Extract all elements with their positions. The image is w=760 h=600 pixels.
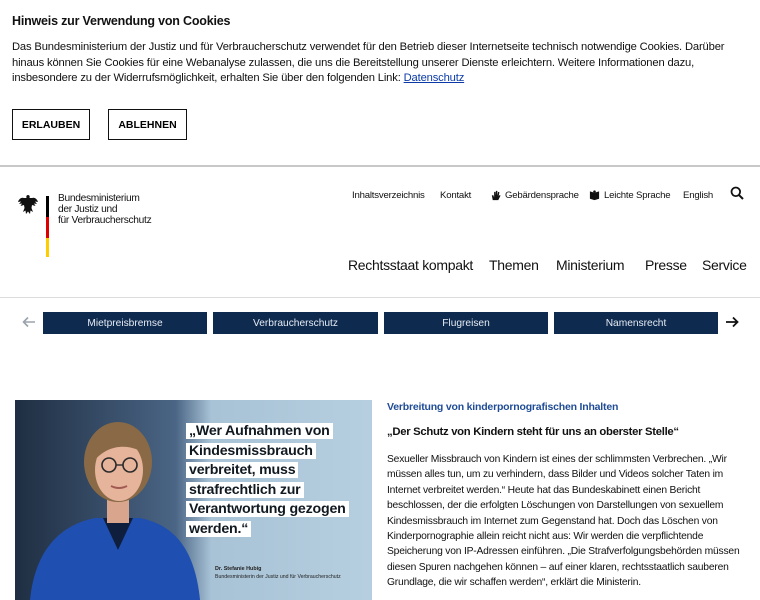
contact-link[interactable] [440, 190, 471, 201]
sign-language-label: Gebärdensprache [505, 190, 579, 201]
federal-eagle-icon[interactable] [16, 193, 40, 217]
nav-presse[interactable]: Presse [645, 257, 687, 273]
article-teaser: Sexueller Missbrauch von Kindern ist eines der schlimmsten Verbrechen. „Wir müssen alles tun, um zu verhindern, dass Bilder und Videos solcher Taten im Internet verbreitet werden.“ Heute hat das Bundeskabinett einen Bericht beschlossen, der die erfolgten Löschungen von Darstellungen von sexuellem Kindesmissbrauch im Internet zum Gegenstand hat. Doch das Löschen von Kinderpornographie allein reicht nicht aus: Wir werden die verpflichtende Speicherung von IP-Adressen einführen. „Die Strafverfolgungsbehörden müssen diesen Spuren nachgehen können – auf einer klaren, rechtsstaatlich sauberen Grundlage, die wir schaffen werden“, erklärt die Ministerin. [387, 454, 740, 589]
book-icon [589, 190, 600, 201]
ministry-logo-text[interactable] [58, 193, 151, 226]
search-icon[interactable] [730, 186, 744, 205]
nav-rechtsstaat-kompakt[interactable]: Rechtsstaat kompakt [348, 257, 474, 273]
feature-image[interactable] [15, 400, 372, 600]
topic-mietpreisbremse[interactable]: Mietpreisbremse [43, 312, 207, 334]
hand-icon [490, 190, 501, 201]
easy-language-label: Leichte Sprache [604, 190, 671, 201]
logo-line-2: der Justiz und [58, 204, 118, 215]
cookie-title: Hinweis zur Verwendung von Cookies [12, 14, 231, 28]
contact-link-label: Kontakt [440, 190, 472, 201]
nav-ministerium[interactable]: Ministerium [556, 257, 625, 273]
accept-cookies-button[interactable]: ERLAUBEN [12, 109, 90, 140]
decline-cookies-button[interactable]: ABLEHNEN [108, 109, 187, 140]
article-headline[interactable]: „Der Schutz von Kindern steht für uns an oberster Stelle“ [387, 426, 679, 438]
nav-service[interactable]: Service [702, 257, 747, 273]
cookie-text [12, 40, 748, 87]
german-flag-stripe [46, 196, 49, 257]
carousel-prev-icon[interactable] [22, 312, 36, 335]
index-link-label: Inhaltsverzeichnis [352, 190, 425, 201]
header-divider [0, 297, 760, 298]
privacy-link[interactable]: Datenschutz [403, 72, 465, 84]
index-link[interactable] [352, 190, 425, 201]
logo-line-1: Bundesministerium [58, 193, 140, 204]
logo-line-3: für Verbraucherschutz [58, 215, 152, 226]
cookie-divider [0, 165, 760, 167]
feature-quote-text: „Wer Aufnahmen von Kindesmissbrauch verbreitet, muss strafrechtlich zur Verantwortung gezogen werden.“ [186, 423, 349, 537]
cookie-banner [0, 0, 760, 165]
english-link-label: English [683, 190, 714, 201]
feature-quote [186, 422, 362, 539]
nav-themen[interactable]: Themen [489, 257, 539, 273]
article-kicker[interactable]: Verbreitung von kinderpornografischen Inhalten [387, 401, 619, 413]
carousel-next-icon[interactable] [725, 312, 739, 335]
topic-namensrecht[interactable]: Namensrecht [554, 312, 718, 334]
topic-verbraucherschutz[interactable]: Verbraucherschutz [213, 312, 378, 334]
quote-author-role: Bundesministerin der Justiz und für Verbraucherschutz [215, 574, 341, 580]
easy-language-link[interactable] [589, 190, 670, 201]
topic-flugreisen[interactable]: Flugreisen [384, 312, 548, 334]
cookie-text-body: Das Bundesministerium der Justiz und für Verbraucherschutz verwendet für den Betrieb dieser Internetseite technisch notwendige Cookies. Darüber hinaus können Sie Cookies für eine Webanalyse zulassen, die uns die Bereitstellung unserer Dienste erleichtern. Weitere Informationen dazu, insbesondere zu der Widerrufsmöglichkeit, erhalten Sie über den folgenden Link: [12, 41, 725, 84]
quote-author: Dr. Stefanie Hubig [215, 566, 262, 572]
sign-language-link[interactable] [490, 190, 579, 201]
english-link[interactable] [683, 190, 713, 201]
